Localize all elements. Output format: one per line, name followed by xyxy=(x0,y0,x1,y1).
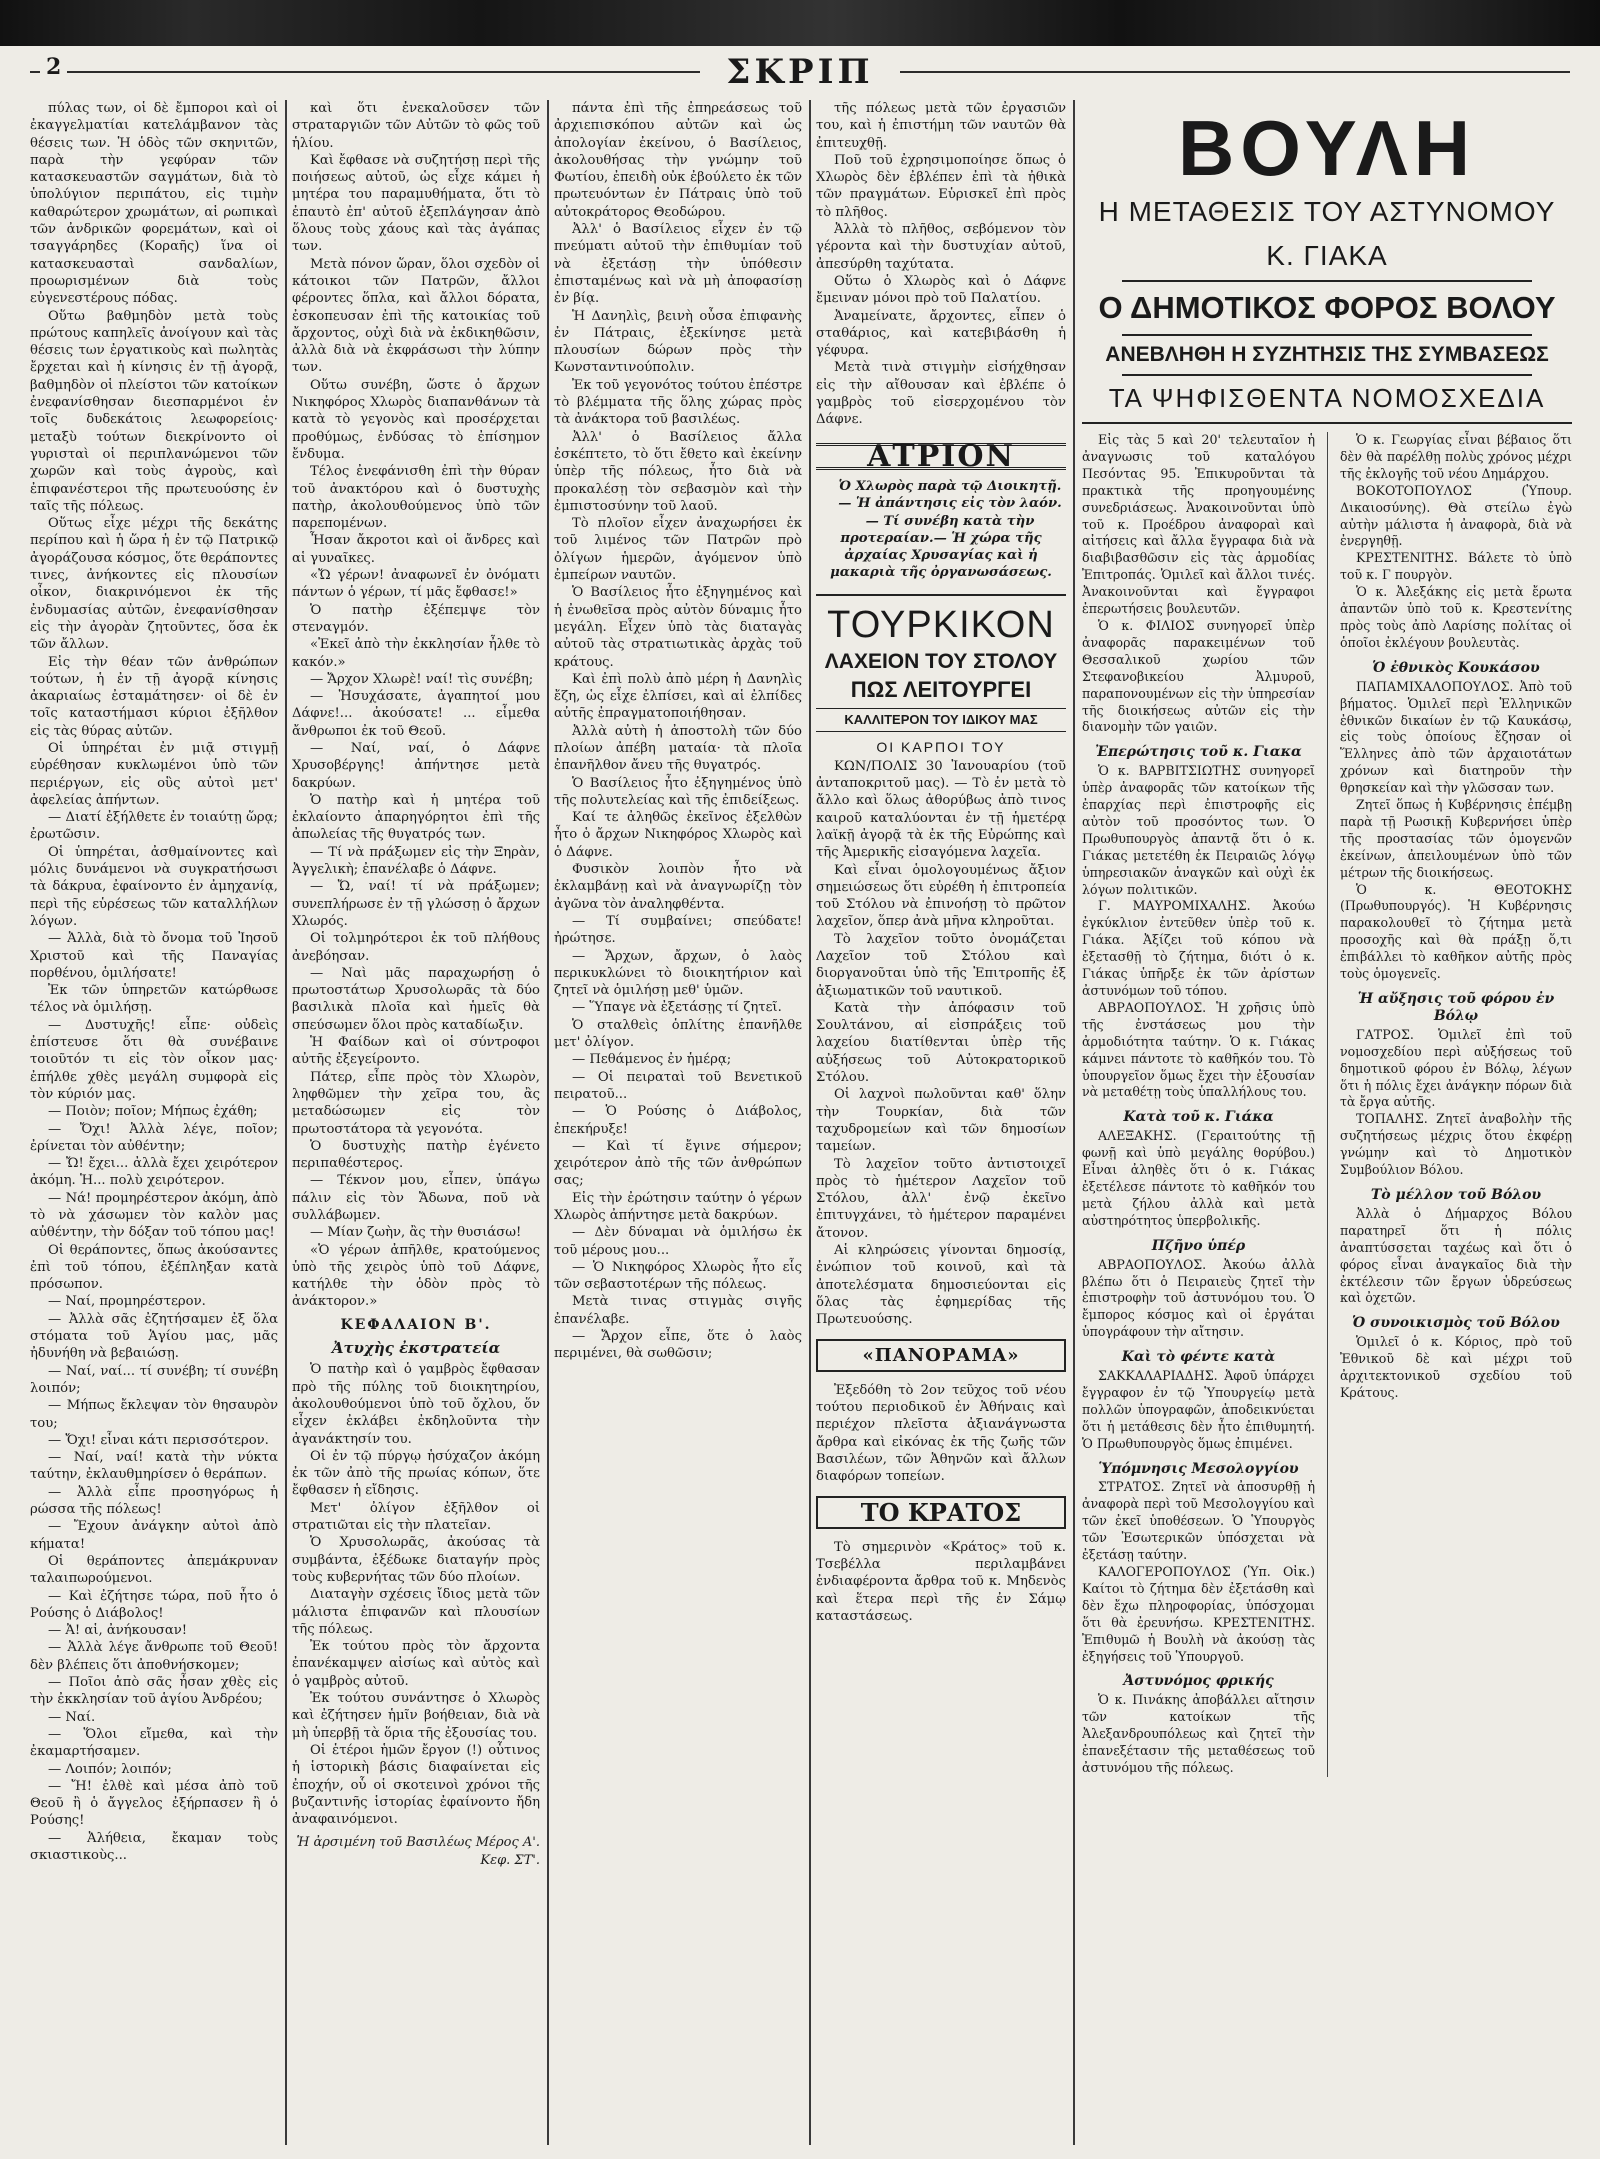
paragraph: — Ἄρχον εἶπε, ὅτε ὁ λαὸς περιμένει, θὰ σωθῶσιν; xyxy=(554,1329,802,1362)
section-text: Ὁ κ. Ἀλεξάκης εἰς μετὰ ἔρωτα ἀπαντῶν ὑπὸ τοῦ κ. Κρεστενίτης πρὸς τοὺς ἀπὸ Λαρίσης πολίτας οἱ ὁποῖοι ἐκλέγουν βουλευτὰς. xyxy=(1339,584,1572,650)
paragraph: Οἱ ὑπηρέται ἐν μιᾷ στιγμῇ εὑρέθησαν κυκλωμένοι ὑπὸ τῶν περιέργων, εἰς οὓς αὐτοὶ μετ' ἀφελείας ἀπήντων. xyxy=(30,740,278,808)
paragraph: Ἦσαν ἄκροτοι καὶ οἱ ἄνδρες καὶ αἱ γυναῖκες. xyxy=(292,533,540,566)
paragraph: — Ὤ, ναί! τί νὰ πράξωμεν; συνεπλήρωσε ἐν τῇ γλώσσῃ ὁ ἄρχων Χλωρός. xyxy=(292,879,540,929)
paragraph: — Τί συμβαίνει; σπεύδατε! ἠρώτησε. xyxy=(554,913,802,947)
turkish-body xyxy=(816,758,1066,1329)
masthead xyxy=(0,46,1600,98)
section-text: Ὁ κ. Γεωργίας εἶναι βέβαιος ὅτι δὲν θὰ παρέλθῃ πολὺς χρόνος μέχρι τῆς ἐκλογῆς τοῦ νέου Δημάρχου. xyxy=(1339,432,1572,481)
paragraph: — Ἀλλὰ, διὰ τὸ ὄνομα τοῦ Ἰησοῦ Χριστοῦ καὶ τῆς Παναγίας πορθένου, ὁμιλήσατε! xyxy=(30,931,278,981)
parliament-col-a xyxy=(1082,432,1315,1777)
paragraph: Αἱ κληρώσεις γίνονται δημοσίᾳ, ἐνώπιον τοῦ κοινοῦ, καὶ τὰ ἀποτελέσματα δημοσιεύονται εἰς ὅλας τὰς ἐφημερίδας τῆς Πρωτευούσης. xyxy=(816,1243,1066,1328)
chapter-subheading: Ἀτυχὴς ἐκστρατεία xyxy=(331,1339,501,1358)
paragraph: — Οἱ πειραταὶ τοῦ Βενετικοῦ πειρατοῦ... xyxy=(554,1069,802,1102)
column-rule xyxy=(285,100,287,2145)
paragraph: Ποῦ τοῦ ἐχρησιμοποίησε ὅπως ὁ Χλωρὸς δὲν ἐβλέπεν ἐπὶ τὰ ἠθικὰ τῶν πραγμάτων. Εὑρισκεῖ ἐπὶ πρὸς τὸ πλῆθος. xyxy=(816,152,1066,220)
paragraph: Ἀλλ' ὁ Βασίλειος ἄλλα ἐσκέπτετο, τὸ ὅτι ἔθετο καὶ ἐκείνην ὑπὲρ τῆς πόλεως, ἦτο διὰ νὰ προκαλέσῃ τὸν σεβασμὸν καὶ τὴν ἐμπιστοσύνην τοῦ λαοῦ. xyxy=(554,429,802,514)
section-subheading: Ἀστυνόμος φρικής xyxy=(1123,1673,1274,1690)
paragraph: Οὕτως εἶχε μέχρι τῆς δεκάτης περίπου καὶ ἡ ὥρα ἡ ἐν τῷ Πατρικῷ ἀγοράζουσα κόσμος, ὅτε θεράποντες τινες, ἀνήκοντες εἰς πλουσίων οἶκον, διακρινόμενοι ἐκ τῆς ἐνδυμασίας αὐτῶν, ἐνεφανίσθησαν εἰς τὴν ἀγορὰν ζητοῦντες, ὅσα ἐκ τῶν ἄλλων. xyxy=(30,516,278,653)
section-subheading: Καὶ τὸ φέντε κατὰ xyxy=(1121,1349,1276,1366)
headline-postponed: ΑΝΕΒΛΗΘΗ Η ΣΥΖΗΤΗΣΙΣ ΤΗΣ ΣΥΜΒΑΣΕΩΣ xyxy=(1105,343,1549,366)
paragraph: Καὶ ἔφθασε νὰ συζητήσῃ περὶ τῆς ποιήσεως αὐτοῦ, ὡς εἶχε κάμει ἡ μητέρα του παραμυθήματα, ὅτι τὸ ἐπαυτὸ ἐπ' αὐτοῦ ἐξεπλάγησαν ἀπὸ ὅλους τοὺς χάους καὶ τὰς ἀγάπας των. xyxy=(292,152,540,255)
paragraph: — Ὕπαγε νὰ ἐξετάσῃς τί ζητεῖ. xyxy=(572,1000,782,1016)
paragraph: — Τέκνον μου, εἶπεν, ὑπάγω πάλιν εἰς τὸν Ἄδωνα, ποῦ νὰ συλλάβωμεν. xyxy=(292,1173,540,1223)
section-text: ΤΟΠΑΛΗΣ. Ζητεῖ ἀναβολὴν τῆς συζητήσεως μέχρις ὅτου ἐκφέρῃ γνώμην καὶ τὸ Δημοτικὸν Συμβούλιον Βόλου. xyxy=(1339,1111,1572,1178)
scan-edge-band xyxy=(0,0,1600,46)
paragraph: — Ποιὸν; ποῖον; Μήπως ἐχάθη; xyxy=(48,1104,258,1120)
paragraph: — Ναί, ναί! κατὰ τὴν νύκτα ταύτην, ἐκλαυθμηρίσεν ὁ θεράπων. xyxy=(30,1450,278,1483)
paragraph: Οὕτω συνέβη, ὥστε ὁ ἄρχων Νικηφόρος Χλωρὸς διαπανθάνων τὰ κατὰ τὸ γεγονὸς καὶ προσέρχεται προθύμως, ἐνδύσας τὸ ἐπίσημον ἔνδυμα. xyxy=(292,377,540,462)
turkish-sub1: ΛΑΧΕΙΟΝ ΤΟΥ ΣΤΟΛΟΥ xyxy=(824,649,1058,673)
paragraph: Ἐκ τούτου συνάντησε ὁ Χλωρὸς καὶ ἐζήτησεν ἡμῖν βοήθειαν, διὰ νὰ μὴ ὑπερβῇ τὰ ὅρια τῆς ἐξουσίας του. xyxy=(292,1691,540,1741)
paragraph: Εἰς τὴν θέαν τῶν ἀνθρώπων τούτων, ἡ ἐν τῇ ἀγορᾷ κίνησις ἀκαριαίως ἐσταμάτησεν· οἱ δὲ ἐν τοῖς καταστήμασι κύριοι ἐξῆλθον εἰς τὰς θύρας αὐτῶν. xyxy=(30,654,278,739)
paragraph: — Διατί ἐξήλθετε ἐν τοιαύτῃ ὥρᾳ; ἐρωτῶσιν. xyxy=(30,810,278,843)
paragraph: Οἱ θεράποντες ἀπεμάκρυναν ταλαιπωρούμενοι. xyxy=(30,1553,278,1587)
column-rule xyxy=(547,100,549,2145)
paragraph: Ἡ Φαίδων καὶ οἱ σύντροφοι αὐτῆς ἐξεγείροντο. xyxy=(292,1035,540,1068)
section-text: ΣΤΡΑΤΟΣ. Ζητεῖ νὰ ἀποσυρθῇ ἡ ἀναφορὰ περὶ τοῦ Μεσολογγίου καὶ τῶν ἐκεῖ ὑποθέσεων. Ὁ Ὑπουργὸς τῶν Ἐσωτερικῶν ὑπόσχεται νὰ ἐξετάσῃ ταύτην. xyxy=(1082,1479,1315,1563)
paragraph: Κατὰ τὴν ἀπόφασιν τοῦ Σουλτάνου, αἱ εἰσπράξεις τοῦ λαχείου διατίθενται ὑπὲρ τῆς αὐξήσεως τοῦ Αὐτοκρατορικοῦ Στόλου. xyxy=(816,1000,1066,1086)
paragraph: — Ναὶ μᾶς παραχωρήσῃ ὁ πρωτοστάτωρ Χρυσολωρᾶς τὰ δύο βασιλικὰ πλοῖα καὶ ἡμεῖς θὰ σπεύσωμεν ὅλοι πρὸς καταδίωξιν. xyxy=(292,965,540,1033)
paragraph: — Καὶ τί ἔγινε σήμερον; χειρότερον ἀπὸ τῆς τῶν ἀνθρώπων σας; xyxy=(554,1138,802,1189)
paragraph: Ὁ δυστυχὴς πατὴρ ἐγένετο περιπαθέστερος. xyxy=(292,1138,540,1172)
paragraph: Φυσικὸν λοιπὸν ἦτο νὰ ἐκλαμβάνῃ καὶ νὰ ἀναγνωρίζῃ τὸν ἀγῶνα τὸν ἀναληφθέντα. xyxy=(554,862,802,912)
serial-signature: Ἡ ἀρσιμένη τοῦ Βασιλέως Μέρος Α'. Κεφ. ΣΤ'. xyxy=(296,1835,540,1868)
paragraph: — Ποῖοι ἀπὸ σᾶς ἦσαν χθὲς εἰς τὴν ἐκκλησίαν τοῦ ἁγίου Ἀνδρέου; xyxy=(30,1675,278,1708)
section-text: Ζητεῖ ὅπως ἡ Κυβέρνησις ἐπέμβῃ παρὰ τῇ Ρωσικῇ Κυβερνήσει ὑπὲρ τῆς προστασίας τῶν ὁμογενῶν ἐκείνων, ἀπειλουμένων ὑπὸ τῶν μέτρων τῆς διοικήσεως. xyxy=(1339,797,1572,880)
section-text: ΚΡΕΣΤΕΝΙΤΗΣ. Βάλετε τὸ ὑπὸ τοῦ κ. Γ πουργὸν. xyxy=(1339,550,1572,583)
paragraph: Μετὰ τινὰ στιγμὴν εἰσήχθησαν εἰς τὴν αἴθουσαν καὶ ἐβλέπε ὁ γαμβρὸς τοῦ εἰσερχομένου τὸν Δάφνε. xyxy=(816,360,1066,428)
paragraph: Ὁ πατὴρ καὶ ἡ μητέρα τοῦ ἐκλαίοντο ἀπαρηγόρητοι ἐπὶ τῆς ἀπωλείας τῆς θυγατρός των. xyxy=(292,792,540,843)
paragraph: Καὶ ἐπὶ πολὺ ἀπὸ μέρη ἡ Δανηλὶς ἔζη, ὡς εἶχε ἐλπίσει, καὶ αἱ ἐλπίδες αὐτῆς ἐπραγματοποιήθησαν. xyxy=(554,671,802,722)
paragraph: — Ναί. xyxy=(48,1709,96,1725)
paragraph: Καί τε ἀληθῶς ἐκεῖνος ἐξελθὼν ἦτο ὁ ἄρχων Νικηφόρος Χλωρὸς καὶ ὁ Δάφνε. xyxy=(554,810,802,860)
paragraph: Οἱ ὑπηρέται, ἀσθμαίνοντες καὶ μόλις δυνάμενοι νὰ συγκρατήσωσι τὰ δάκρυα, ἐφαίνοντο ἐν ἀμηχανίᾳ, περὶ τῆς εὑρέσεως τῶν καταλλήλων λόγων. xyxy=(30,844,278,929)
section-text: ΑΒΡΑΟΠΟΥΛΟΣ. Ἀκούω ἀλλὰ βλέπω ὅτι ὁ Πειραιεὺς ζητεῖ τὴν ἐπιστροφὴν τοῦ ἀστυνόμου του. Ὁ ἔμπορος κόσμος καὶ οἱ ἐργάται ὑπογράφουν τὴν αἴτησιν. xyxy=(1082,1256,1315,1340)
paragraph: — Ναί, ναί... τί συνέβη; τί συνέβη λοιπόν; xyxy=(30,1363,278,1396)
panorama-box xyxy=(816,1339,1066,1372)
section-text: Ἀλλὰ ὁ Δήμαρχος Βόλου παρατηρεῖ ὅτι ἡ πόλις ἀναπτύσσεται ταχέως καὶ ὅτι ὁ φόρος εἶναι ἀναγκαῖος διὰ τὴν ἐκτέλεσιν τῶν ἔργων ὑδρεύσεως καὶ ὀχετῶν. xyxy=(1339,1205,1572,1306)
section-text: Εἰς τὰς 5 καὶ 20' τελευταῖον ἡ ἀναγνωσις τοῦ καταλόγου Πεσόντας 95. Ἐπικυροῦνται τὰ πρακτικὰ τῆς προηγουμένης συνεδριάσεως. Ἀνακοινοῦνται ὑπὸ τοῦ κ. Προέδρου ἀναφοραὶ καὶ αἰτήσεις καὶ ἄλλα ἔγγραφα διὰ νὰ διαβιβασθῶσιν εἰς τὰς ἁρμοδίας Ἐπιτροπάς. Ὁμιλεῖ καὶ ἄλλοι τινές. Ἀνακοινοῦνται καὶ ἔγγραφοι ἐπερωτήσεις βουλευτῶν. xyxy=(1082,432,1315,617)
kratos-text: Τὸ σημερινὸν «Κράτος» τοῦ κ. Τσεβέλλα περιλαμβάνει ἐνδιαφέροντα ἄρθρα τοῦ κ. Μηδενὸς καὶ ἕτερα περὶ τῆς ἐν Σάμῳ καταστάσεως. xyxy=(816,1539,1066,1625)
section-subheading: Πζῆνο ὑπέρ xyxy=(1151,1237,1246,1254)
paragraph: «Ὤ γέρων! ἀναφωνεῖ ἐν ὀνόματι πάντων ὁ γέρων, τί μᾶς ἔφθασε!» xyxy=(292,568,540,601)
section-text: ΠΑΠΑΜΙΧΑΛΟΠΟΥΛΟΣ. Ἀπὸ τοῦ βήματος. Ὁμιλεῖ περὶ Ἑλληνικῶν ἐθνικῶν δικαίων ἐν τῷ Καυκάσῳ, εἰς τοὺς ὁποίους ἔζησαν οἱ Ἕλληνες ἀπὸ τῶν ἀρχαιοτάτων χρόνων καὶ διατηροῦν τὴν θρησκείαν καὶ τὴν γλῶσσαν των. xyxy=(1339,678,1572,796)
paragraph: — Ὅλοι εἴμεθα, καὶ τὴν ἐκαμαρτήσαμεν. xyxy=(30,1726,278,1760)
paragraph: πάντα ἐπὶ τῆς ἐπηρεάσεως τοῦ ἀρχιεπισκόπου αὐτῶν καὶ ὡς ἀπολογίαν ἐκείνου, ὁ Βασίλειος, ἀκολουθήσας τὴν γνώμην τοῦ Φωτίου, ἐπειδὴ οὐκ ἐβούλετο ἐκ τῶν πρωτευόντων ἐν Πάτραις ὑπὸ τοῦ αὐτοκράτορος Θεοδώρου. xyxy=(554,101,802,220)
paragraph: — Λοιπόν; λοιπόν; xyxy=(48,1761,172,1777)
paragraph: — Τί νὰ πράξωμεν εἰς τὴν Ξηρὰν, Ἀγγελικὴ; ἐπανέλαβε ὁ Δάφνε. xyxy=(292,844,540,878)
section-text: ΣΑΚΚΑΛΑΡΙΑΔΗΣ. Ἀφοῦ ὑπάρχει ἔγγραφον ἐν τῷ Ὑπουργείῳ μετὰ πολλῶν ὑπογραφῶν, ἀποδεικνύεται ὅτι ἡ μετάθεσις δὲν ἦτο ἐπιθυμητή. Ὁ Πρωθυπουργὸς ὅμως ἐπιμένει. xyxy=(1082,1368,1315,1451)
column-1 xyxy=(30,100,278,2145)
turkish-sub3: ΚΑΛΛΙΤΕΡΟΝ ΤΟΥ ΙΔΙΚΟΥ ΜΑΣ xyxy=(816,708,1066,732)
serial-part-2 xyxy=(292,1361,540,1828)
paragraph: Μετὰ τινας στιγμὰς σιγῆς ἐπανέλαβε. xyxy=(554,1294,802,1327)
turkish-title: ΤΟΥΡΚΙΚΟΝ xyxy=(827,603,1055,646)
parliament-block xyxy=(1082,100,1572,2145)
chapter-heading: ΚΕΦΑΛΑΙΟΝ Β'. xyxy=(340,1316,492,1333)
section-text: Ὁ κ. ΘΕΟΤΟΚΗΣ (Πρωθυπουργός). Ἡ Κυβέρνησις παρακολουθεῖ τὸ ζήτημα μετὰ προσοχῆς καὶ θὰ πράξῃ ὅ,τι ἐπιβάλλει τὸ καθῆκον αὐτῆς πρὸς τοὺς ὁμογενεῖς. xyxy=(1339,881,1572,982)
paragraph: — Ἤ! ἐλθὲ καὶ μέσα ἀπὸ τοῦ Θεοῦ ἢ ὁ ἄγγελος ἐξήρπασεν ἢ ὁ Ρούσης! xyxy=(30,1778,278,1829)
paragraph: — Ἄρχων, ἄρχων, ὁ λαὸς περικυκλώνει τὸ διοικητήριον καὶ ζητεῖ νὰ ὁμιλήσῃ μεθ' ὑμῶν. xyxy=(554,948,802,999)
kratos-box xyxy=(816,1496,1066,1529)
paragraph: Ἐκ τούτου πρὸς τὸν ἄρχοντα ἐπανέκαμψεν αἰσίως καὶ αὐτὸς καὶ ὁ γαμβρὸς αὐτοῦ. xyxy=(292,1639,540,1689)
section-text: Ὁ κ. ΦΙΛΙΟΣ συνηγορεῖ ὑπὲρ ἀναφορᾶς παρακειμένων τοῦ Θεσσαλικοῦ χωρίου τῶν Στεφανοβικείου Ἀλμυροῦ, παραπονουμένων εἰς τὴν ὑπηρεσίαν τῆς διοικήσεως αὐτῶν εἰς τὴν διανομὴν τῶν γαιῶν. xyxy=(1082,617,1315,735)
paragraph: Ἐκ τοῦ γεγονότος τούτου ἐπέστρε τὸ βλέμματα τῆς ὅλης χώρας πρὸς τὰ ἀνάκτορα τοῦ βασιλέως. xyxy=(554,377,802,428)
paragraph: Οἱ θεράποντες, ὅπως ἀκούσαντες ἐπὶ τοῦ τόπου, ἐξέπληξαν κατὰ πρόσωπον. xyxy=(30,1242,278,1293)
serial-part-1 xyxy=(292,100,540,1311)
paragraph: — Καὶ ἐζήτησε τώρα, ποῦ ἦτο ὁ Ρούσης ὁ Διάβολος! xyxy=(30,1588,278,1621)
section-text: ΚΑΛΟΓΕΡΟΠΟΥΛΟΣ (Ὑπ. Οἰκ.) Καίτοι τὸ ζήτημα δὲν ἐξετάσθη καὶ δὲν ἔχω πληροφορίας, ὑπόσχομαι ὅτι θὰ ἐρευνήσω. ΚΡΕΣΤΕΝΙΤΗΣ. Ἐπιθυμῶ ἡ Βουλὴ νὰ ἀκούσῃ τὰς ἐξηγήσεις τοῦ Ὑπουργοῦ. xyxy=(1082,1564,1315,1664)
paragraph: — Νά! προμηρέστερον ἀκόμη, ἀπὸ τὸ νὰ χάσωμεν τὸν καλὸν μας αὐθέντην, τὴν δόξαν τοῦ τόπου μας! xyxy=(30,1190,278,1241)
paragraph: Ὁ Χρυσολωρᾶς, ἀκούσας τὰ συμβάντα, ἐξέδωκε διαταγήν πρὸς τοὺς κυβερνήτας τῶν δύο πλοίων. xyxy=(292,1535,540,1585)
section-text: ΒΟΚΟΤΟΠΟΥΛΟΣ (Ὑπουρ. Δικαιοσύνης). Θὰ στείλω ἐγὼ αὐτὴν μάλιστα ἡ ἀναφορὰ, διὰ νὰ ἐνεργηθῇ. xyxy=(1339,482,1572,549)
turkish-sub2: ΠΩΣ ΛΕΙΤΟΥΡΓΕΙ xyxy=(850,676,1032,702)
paragraph: Ἐκ τῶν ὑπηρετῶν κατώρθωσε τέλος νὰ ὁμιλήσῃ. xyxy=(30,983,278,1016)
paragraph: Ὁ Βασίλειος ἦτο ἐξηγημένος ὑπὸ τῆς πολυτελείας καὶ τῆς ἐπιδείξεως. xyxy=(554,775,802,808)
section-subheading: Ἡ αὔξησις τοῦ φόρου ἐν Βόλῳ xyxy=(1357,991,1555,1024)
section-subheading: Ὁ συνοικισμὸς τοῦ Βόλου xyxy=(1352,1315,1560,1332)
section-text: Γ. ΜΑΥΡΟΜΙΧΑΛΗΣ. Ἀκούω ἐγκύκλιον ἐντεῦθεν ὑπὲρ τοῦ κ. Γιάκα. Ἀξίζει τοῦ κόπου νὰ ἐξετασθῇ τὸ ζήτημα, διότι ὁ κ. Γιάκας ὑπῆρξε ἐκ τῶν ἀρίστων ἀστυνόμων τοῦ τόπου. xyxy=(1082,898,1315,998)
paragraph: — Ὁ Νικηφόρος Χλωρὸς ἦτο εἷς τῶν σεβαστοτέρων τῆς πόλεως. xyxy=(554,1259,802,1293)
paragraph: — Δὲν δύναμαι νὰ ὁμιλήσω ἐκ τοῦ μέρους μου... xyxy=(554,1225,802,1258)
paragraph: ΚΩΝ/ΠΟΛΙΣ 30 Ἰανουαρίου (τοῦ ἀνταποκριτοῦ μας). — Τὸ ἐν μετὰ τὸ ἄλλο καὶ ὅλως ἀθορύβως ἀπὸ τινος καιροῦ καταλύονται ἐν τῇ ἡμετέρᾳ λαϊκῇ ἀγορᾷ τὰ ἐκ τῆς Εὐρώπης καὶ τῆς Ἀμερικῆς εἰσαγόμενα λαχεῖα. xyxy=(816,758,1066,861)
paragraph: Ἀναμείνατε, ἄρχοντες, εἶπεν ὁ σταθάριος, καὶ κατεβιβάσθη ἡ γέφυρα. xyxy=(816,308,1066,359)
section-text: Ὁ κ. ΒΑΡΒΙΤΣΙΩΤΗΣ συνηγορεῖ ὑπὲρ ἀναφορᾶς τῶν κατοίκων τῆς ἐπαρχίας περὶ ἐπιστροφῆς εἰς αὐτὸν τοῦ προσόντος των. Ὁ Πρωθυπουργὸς ἀπαντᾷ ὅτι ὁ κ. Γιάκας μετετέθη ἐκ Πειραιῶς λόγῳ ὑπηρεσιακῶν ἀναγκῶν καὶ οὐχὶ ἐκ λόγων πολιτικῶν. xyxy=(1082,763,1315,897)
paragraph: — Ἡσυχάσατε, ἀγαπητοί μου Δάφνε!... ἀκούσατε! ... εἶμεθα ἄνθρωποι ἐκ τοῦ Θεοῦ. xyxy=(292,689,540,739)
atrion-heading: ΑΤΡΙΟΝ xyxy=(816,443,1066,470)
paragraph: — Ναί, προμηρέστερον. xyxy=(48,1294,206,1310)
turkish-sub4: ΟΙ ΚΑΡΠΟΙ ΤΟΥ xyxy=(876,738,1006,755)
paragraph: Τὸ λαχεῖον τοῦτο ὀνομάζεται Λαχεῖον τοῦ Στόλου καὶ διοργανοῦται ὑπὸ τῆς Ἐπιτροπῆς ἐξ ἀξιωματικῶν τοῦ ναυτικοῦ. xyxy=(816,931,1066,999)
panorama-title: «ΠΑΝΟΡΑΜΑ» xyxy=(862,1344,1020,1366)
paragraph: — Ἡ ἀπάντησις εἰς τὸν λαόν. xyxy=(838,496,1062,512)
paragraph: Οἱ ἐν τῷ πύργῳ ἡσύχαζον ἀκόμη ἐκ τῶν ἀπὸ τῆς πρωίας κόπων, ὅτε ἔφθασεν ἡ εἴδησις. xyxy=(292,1448,540,1499)
section-text: Ὁ κ. Πινάκης ἀποβάλλει αἴτησιν τῶν κατοίκων τῆς Ἀλεξανδρουπόλεως καὶ ζητεῖ τὴν ἐπανεξέτασιν τῆς μεταθέσεως τοῦ ἀστυνόμου τῆς πόλεως. xyxy=(1082,1692,1315,1775)
paragraph: — Μήπως ἔκλεψαν τὸν θησαυρὸν του; xyxy=(30,1398,278,1431)
section-text: ΑΒΡΑΟΠΟΥΛΟΣ. Ἡ χρῆσις ὑπὸ τῆς ἐνστάσεως μου τὴν ἀρμοδιότητα ταύτην. Ὁ κ. Γιάκας κάμνει πάντοτε τὸ καθῆκόν του. Τὸ ὑπουργεῖον ὅμως ἔχει τὴν ἐξουσίαν νὰ μεταθέτῃ τοὺς ὑπαλλήλους του. xyxy=(1082,999,1315,1100)
paragraph: — Ὄχι! εἶναι κάτι περισσότερον. xyxy=(48,1432,269,1448)
column-rule xyxy=(1073,100,1075,2145)
paragraph: Καὶ εἶναι ὁμολογουμένως ἄξιον σημειώσεως ὅτι εὐρέθη ἡ ἐπιτροπεία τοῦ Στόλου νὰ ἐπινοήσῃ τὸ πρῶτον λαχεῖον, ὅπερ ἀνὰ μῆνα κληροῦται. xyxy=(816,862,1066,930)
section-subheading: Κατὰ τοῦ κ. Γιάκα xyxy=(1123,1109,1274,1126)
section-subheading: Ὑπόμνησις Μεσολογγίου xyxy=(1098,1460,1299,1477)
paragraph: Ὁ πατὴρ ἐξέπεμψε τὸν στεναγμόν. xyxy=(292,602,540,635)
paragraph: Μετὰ πόνον ὥραν, ὅλοι σχεδὸν οἱ κάτοικοι τῶν Πατρῶν, ἄλλοι φέροντες ὅπλα, καὶ ἄλλοι δόρατα, ἐσκοπευσαν ἐπὶ τῆς κατοικίας τοῦ ἄρχοντος, οὐχὶ διὰ νὰ ἐκδικηθῶσιν, ἀλλὰ διὰ νὰ ἐκφράσωσι τὴν λύπην των. xyxy=(292,256,540,376)
paragraph: Οὕτω ὁ Χλωρὸς καὶ ὁ Δάφνε ἔμειναν μόνοι πρὸ τοῦ Παλατίου. xyxy=(816,273,1066,307)
column-rule xyxy=(809,100,811,2145)
section-text: Ὁμιλεῖ ὁ κ. Κόριος, πρὸ τοῦ Ἐθνικοῦ δὲ καὶ μέχρι τοῦ ἀρχιτεκτονικοῦ σχεδίου τοῦ Κράτους. xyxy=(1339,1334,1572,1400)
paragraph: — Ἄρχον Χλωρὲ! ναί! τὶς συνέβη; xyxy=(310,671,534,687)
paragraph: — Ἀλλὰ σᾶς ἐζητήσαμεν ἐξ ὅλα στόματα τοῦ Ἁγίου μας, μᾶς ἠδυνήθη νὰ βεβαιώσῃ. xyxy=(30,1311,278,1362)
paragraph: «Ἐκεῖ ἀπὸ τὴν ἐκκλησίαν ἦλθε τὸ κακόν.» xyxy=(292,637,540,670)
paragraph: — Πεθάμενος ἐν ἡμέρᾳ; xyxy=(572,1052,732,1068)
paragraph: — Ὤ! ἔχει... ἀλλὰ ἔχει χειρότερον ἀκόμη. Ἡ... πολὺ χειρότερον. xyxy=(30,1156,278,1189)
paragraph: Ἀλλὰ τὸ πλῆθος, σεβόμενον τὸν γέροντα καὶ τὴν δυστυχίαν αὐτοῦ, ἀπεσύρθη ταχύτατα. xyxy=(816,222,1066,272)
paragraph: Τὸ πλοῖον εἶχεν ἀναχωρήσει ἐκ τοῦ λιμένος τῶν Πατρῶν πρὸ ὀλίγων ἡμερῶν, ἀγόμενον ὑπὸ ἐμπείρων ναυτῶν. xyxy=(554,516,802,584)
paragraph: — Μίαν ζωὴν, ἂς τὴν θυσιάσω! xyxy=(310,1225,522,1241)
paragraph: Ὁ πατὴρ καὶ ὁ γαμβρὸς ἔφθασαν πρὸ τῆς πύλης τοῦ διοικητηρίου, ἀκολουθούμενοι ὑπὸ τοῦ ὄχλου, ὅν εἶχεν ἐκλάβει ἐκδηλοῦντα τὴν ἀγανάκτησίν του. xyxy=(292,1362,540,1447)
paragraph: Διαταγὴν σχέσεις ἴδιος μετὰ τῶν μάλιστα ἐπιφανῶν καὶ πλουσίων τῆς πόλεως. xyxy=(292,1587,540,1637)
paragraph: πύλας των, οἱ δὲ ἔμποροι καὶ οἱ ἐκαγγελματίαι κατελάμβανον τὰς θέσεις των. Ἡ ὁδὸς τῶν σκηνιτῶν, παρὰ τὴν γεφύραν τῶν κατασκευαστῶν σαγμάτων, διὰ τὸ ὑπολύγιον περιπάτου, εἰς τιμὴν καθαρώτερον χρωμάτων, αἱ ρωπικαὶ τῶν ἀνδρικῶν φορεμάτων, καὶ οἱ τσαγγάρηδες (Κοραῆς) ἵνα οἱ κατασκευασταὶ σανδαλίων, προωρισμένων διὰ τοὺς εὐγενεστέρους πόδας. xyxy=(30,101,278,307)
paragraph: Τὸ λαχεῖον τοῦτο ἀντιστοιχεῖ πρὸς τὸ ἡμέτερον Λαχεῖον τοῦ Στόλου, ἀλλ' ἐνῷ ἐκεῖνο ἐπιτυγχάνει, τὸ ἡμέτερον παραμένει ἄτονον. xyxy=(816,1156,1066,1241)
page-number: 2 xyxy=(40,54,67,80)
section-text: ΓΑΤΡΟΣ. Ὁμιλεῖ ἐπὶ τοῦ νομοσχεδίου περὶ αὐξήσεως τοῦ δημοτικοῦ φόρου ἐν Βόλῳ, λέγων ὅτι ἡ πόλις ἔχει ἀνάγκην πόρων διὰ τὰ ἔργα αὐτῆς. xyxy=(1339,1026,1572,1110)
paragraph: — Ἀ! αἱ, ἀνήκουσαν! xyxy=(48,1623,188,1639)
paragraph: Οἱ λαχνοὶ πωλοῦνται καθ' ὅλην τὴν Τουρκίαν, διὰ τῶν ταχυδρομείων καὶ τῶν δημοσίων ταμείων. xyxy=(816,1087,1066,1155)
paragraph: Οἱ τολμηρότεροι ἐκ τοῦ πλήθους ἀνεβόησαν. xyxy=(292,931,540,964)
paragraph: Ἀλλ' ὁ Βασίλειος εἶχεν ἐν τῷ πνεύματι αὐτοῦ τὴν ἐπιθυμίαν τοῦ νὰ ἐξετάσῃ τὴν ὑπόθεσιν ἐπισταμένως καὶ νὰ μὴ ἀποφασίσῃ ἐν βίᾳ. xyxy=(554,222,802,307)
paragraph: — Ἀλήθεια, ἔκαμαν τοὺς σκιαστικοὺς... xyxy=(30,1830,278,1863)
paragraph: Ὁ Βασίλειος ἦτο ἐξηγημένος καὶ ἡ ἐνωθεῖσα πρὸς αὐτὸν δύναμις ἦτο μεγάλη. Εἶχεν ὑπὸ τὰς διαταγὰς αὐτοῦ τὰς στρατιωτικὰς ἀρχὰς τοῦ κράτους. xyxy=(554,585,802,670)
paragraph: Πάτερ, εἶπε πρὸς τὸν Χλωρὸν, ληφθῶμεν τὴν χεῖρα του, ἂς μεταδώσωμεν εἰς τὸν πρωτοστάτορα τὰ γεγονότα. xyxy=(292,1069,540,1137)
headline-tax: Ο ΔΗΜΟΤΙΚΟΣ ΦΟΡΟΣ ΒΟΛΟΥ xyxy=(1098,290,1556,325)
section-subheading: Ὁ ἐθνικὸς Κουκάσου xyxy=(1372,659,1540,676)
paragraph: Ἡ Δανηλὶς, βεινὴ οὖσα ἐπιφανὴς ἐν Πάτραις, ἐξεκίνησε μετὰ πλουσίων δώρων πρὸς τὴν Κωνσταντινούπολιν. xyxy=(554,308,802,376)
headline-bills: ΤΑ ΨΗΦΙΣΘΕΝΤΑ ΝΟΜΟΣΧΕΔΙΑ xyxy=(1108,383,1546,413)
section-subheading: Ἐπερώτησις τοῦ κ. Γιακα xyxy=(1095,744,1302,761)
paragraph: Εἰς τὴν ἐρώτησιν ταύτην ὁ γέρων Χλωρὸς ἀπήντησε μετὰ δακρύων. xyxy=(554,1190,802,1223)
paragraph: Τέλος ἐνεφάνισθη ἐπὶ τὴν θύραν τοῦ ἀνακτόρου καὶ ὁ δυστυχὴς πατὴρ, ἀκολουθούμενος ὑπὸ τῶν παρεπομένων. xyxy=(292,464,540,532)
paragraph: Μετ' ὀλίγον ἐξῆλθον οἱ στρατιῶται εἰς τὴν πλατεῖαν. xyxy=(292,1500,540,1534)
column-4 xyxy=(816,100,1066,2145)
paragraph: καὶ ὅτι ἐνεκαλοῦσεν τῶν στραταργιῶν τῶν Αὐτῶν τὸ φῶς τοῦ ἡλίου. xyxy=(292,101,540,151)
paragraph: «Ὁ γέρων ἀπῆλθε, κρατούμενος ὑπὸ τῆς χειρὸς ὑπὸ τοῦ Δάφνε, κατήλθε τὴν ὁδὸν πρὸς τὸ ἀνάκτορον.» xyxy=(292,1242,540,1310)
paragraph: Οὕτω βαθμηδὸν μετὰ τοὺς πρώτους καπηλεῖς ἀνοίγουν καὶ τὰς θέσεις των ἐργατικοὺς καὶ πωλητὰς ἔρχεται καὶ ἡ κίνησις ἐν τῇ ἀγορᾷ, βαθμηδὸν οἱ πλείστοι τῶν κατοίκων ἐνεφανίσθησαν διεσπαρμένοι ἐν τοῖς δυδεκάτοις λεωφορείοις· μεταξὺ τούτων διεκρίνοντο οἱ γυρισταὶ οἱ περιπλανώμενοι τῶν χωρῶν καὶ τοὺς ἀγροὺς, καὶ ἐπιφανέστεροι τῆς πρωτευούσης ἐν ταῖς τῆς πόλεως. xyxy=(30,308,278,514)
paragraph: — Ἀλλὰ λέγε ἄνθρωπε τοῦ Θεοῦ! δὲν βλέπεις ὅτι ἀποθνήσκομεν; xyxy=(30,1640,278,1673)
paragraph: — Ὄχι! Ἀλλὰ λέγε, ποῖον; ἐρίνεται τὸν αὐθέντην; xyxy=(30,1121,278,1154)
paragraph: Ὁ σταλθεὶς ὁπλίτης ἐπανῆλθε μετ' ὀλίγον. xyxy=(554,1017,802,1051)
parliament-col-b xyxy=(1340,432,1572,1777)
paragraph: Ὁ Χλωρὸς παρὰ τῷ Διοικητῇ. xyxy=(838,478,1062,494)
paragraph: Ἀλλὰ αὐτὴ ἡ ἀποστολὴ τῶν δύο πλοίων ἀπέβη ματαία· τὰ πλοῖα ἐπανῆλθον ἄνευ τῆς θυγατρός. xyxy=(554,723,802,774)
paragraph: — Τί συνέβη κατὰ τὴν προτεραίαν.— Ἡ χώρα τῆς ἀρχαίας Χρυσαγίας καὶ ἡ μακαριὰ τῆς ὀργανωσάσεως. xyxy=(830,513,1052,581)
panorama-text: Ἐξεδόθη τὸ 2ον τεῦχος τοῦ νέου τούτου περιοδικοῦ ἐν Ἀθήναις καὶ περιέχον πλεῖστα ἀξιανάγνωστα ἄρθρα καὶ εἰκόνας ἐκ τῆς ζωῆς τῶν Βασιλέων, τῶν Ἀθηνῶν καὶ ἄλλων διαφόρων τοπείων. xyxy=(816,1382,1066,1485)
paragraph: — Ὁ Ρούσης ὁ Διάβολος, ἐπεκήρυξε! xyxy=(554,1104,802,1137)
paragraph: — Ἀλλὰ εἶπε προσηγόρως ἡ ρώσσα τῆς πόλεως! xyxy=(30,1484,278,1518)
atrion-summary xyxy=(816,478,1066,582)
kratos-title: ΤΟ ΚΡΑΤΟΣ xyxy=(860,1497,1022,1527)
section-text: ΑΛΕΞΑΚΗΣ. (Γεραιτούτης τῇ φωνῇ καὶ ὑπὸ μεγάλης θορύβου.) Εἶναι ἀληθὲς ὅτι ὁ κ. Γιάκας ἐξετέλεσε πάντοτε τὸ καθῆκόν του μετὰ ζήλου ἀλλὰ καὶ μετὰ αὐστηρότητος ὑπερβολικῆς. xyxy=(1082,1128,1315,1228)
paragraph: Οἱ ἑτέροι ἡμῶν ἔργον (!) οὗτινος ἡ ἱστορικὴ βάσις διαφαίνεται εἰς ἐποχήν, οὗ οἱ σκοτεινοὶ χρόνοι τῆς βυζαντινῆς ἱστορίας ἐφαίνοντο ἤδη ἀναφαινόμενοι. xyxy=(292,1742,540,1828)
paragraph: τῆς πόλεως μετὰ τῶν ἐργασιῶν του, καὶ ἡ ἐπιστήμη τῶν ναυτῶν θὰ ἐπιτευχθῇ. xyxy=(816,101,1066,151)
column-2 xyxy=(292,100,540,2145)
vouli-title: ΒΟΥΛΗ xyxy=(1177,104,1477,192)
column-3 xyxy=(554,100,802,2145)
paragraph: — Δυστυχῆς! εἶπε· οὐδεὶς ἐπίστευσε ὅτι θὰ συνέβαινε τοιοῦτόν τι εἰς τὸν οἶκον μας· ἐπήλθε χθὲς μεγάλη συμφορὰ εἰς τὸν κύριόν μας. xyxy=(30,1017,278,1102)
section-subheading: Τὸ μέλλον τοῦ Βόλου xyxy=(1370,1186,1542,1203)
serial-end xyxy=(816,100,1066,429)
headline-transfer: Η ΜΕΤΑΘΕΣΙΣ ΤΟΥ ΑΣΤΥΝΟΜΟΥ Κ. ΓΙΑΚΑ xyxy=(1098,196,1556,271)
paragraph: — Ναί, ναί, ὁ Δάφνε Χρυσοβέργης! ἀπήντησε μετὰ δακρύων. xyxy=(292,740,540,791)
paper-name: ΣΚΡΙΠ xyxy=(700,52,900,92)
paragraph: — Ἔχουν ἀνάγκην αὐτοὶ ἀπὸ κήματα! xyxy=(30,1519,278,1552)
